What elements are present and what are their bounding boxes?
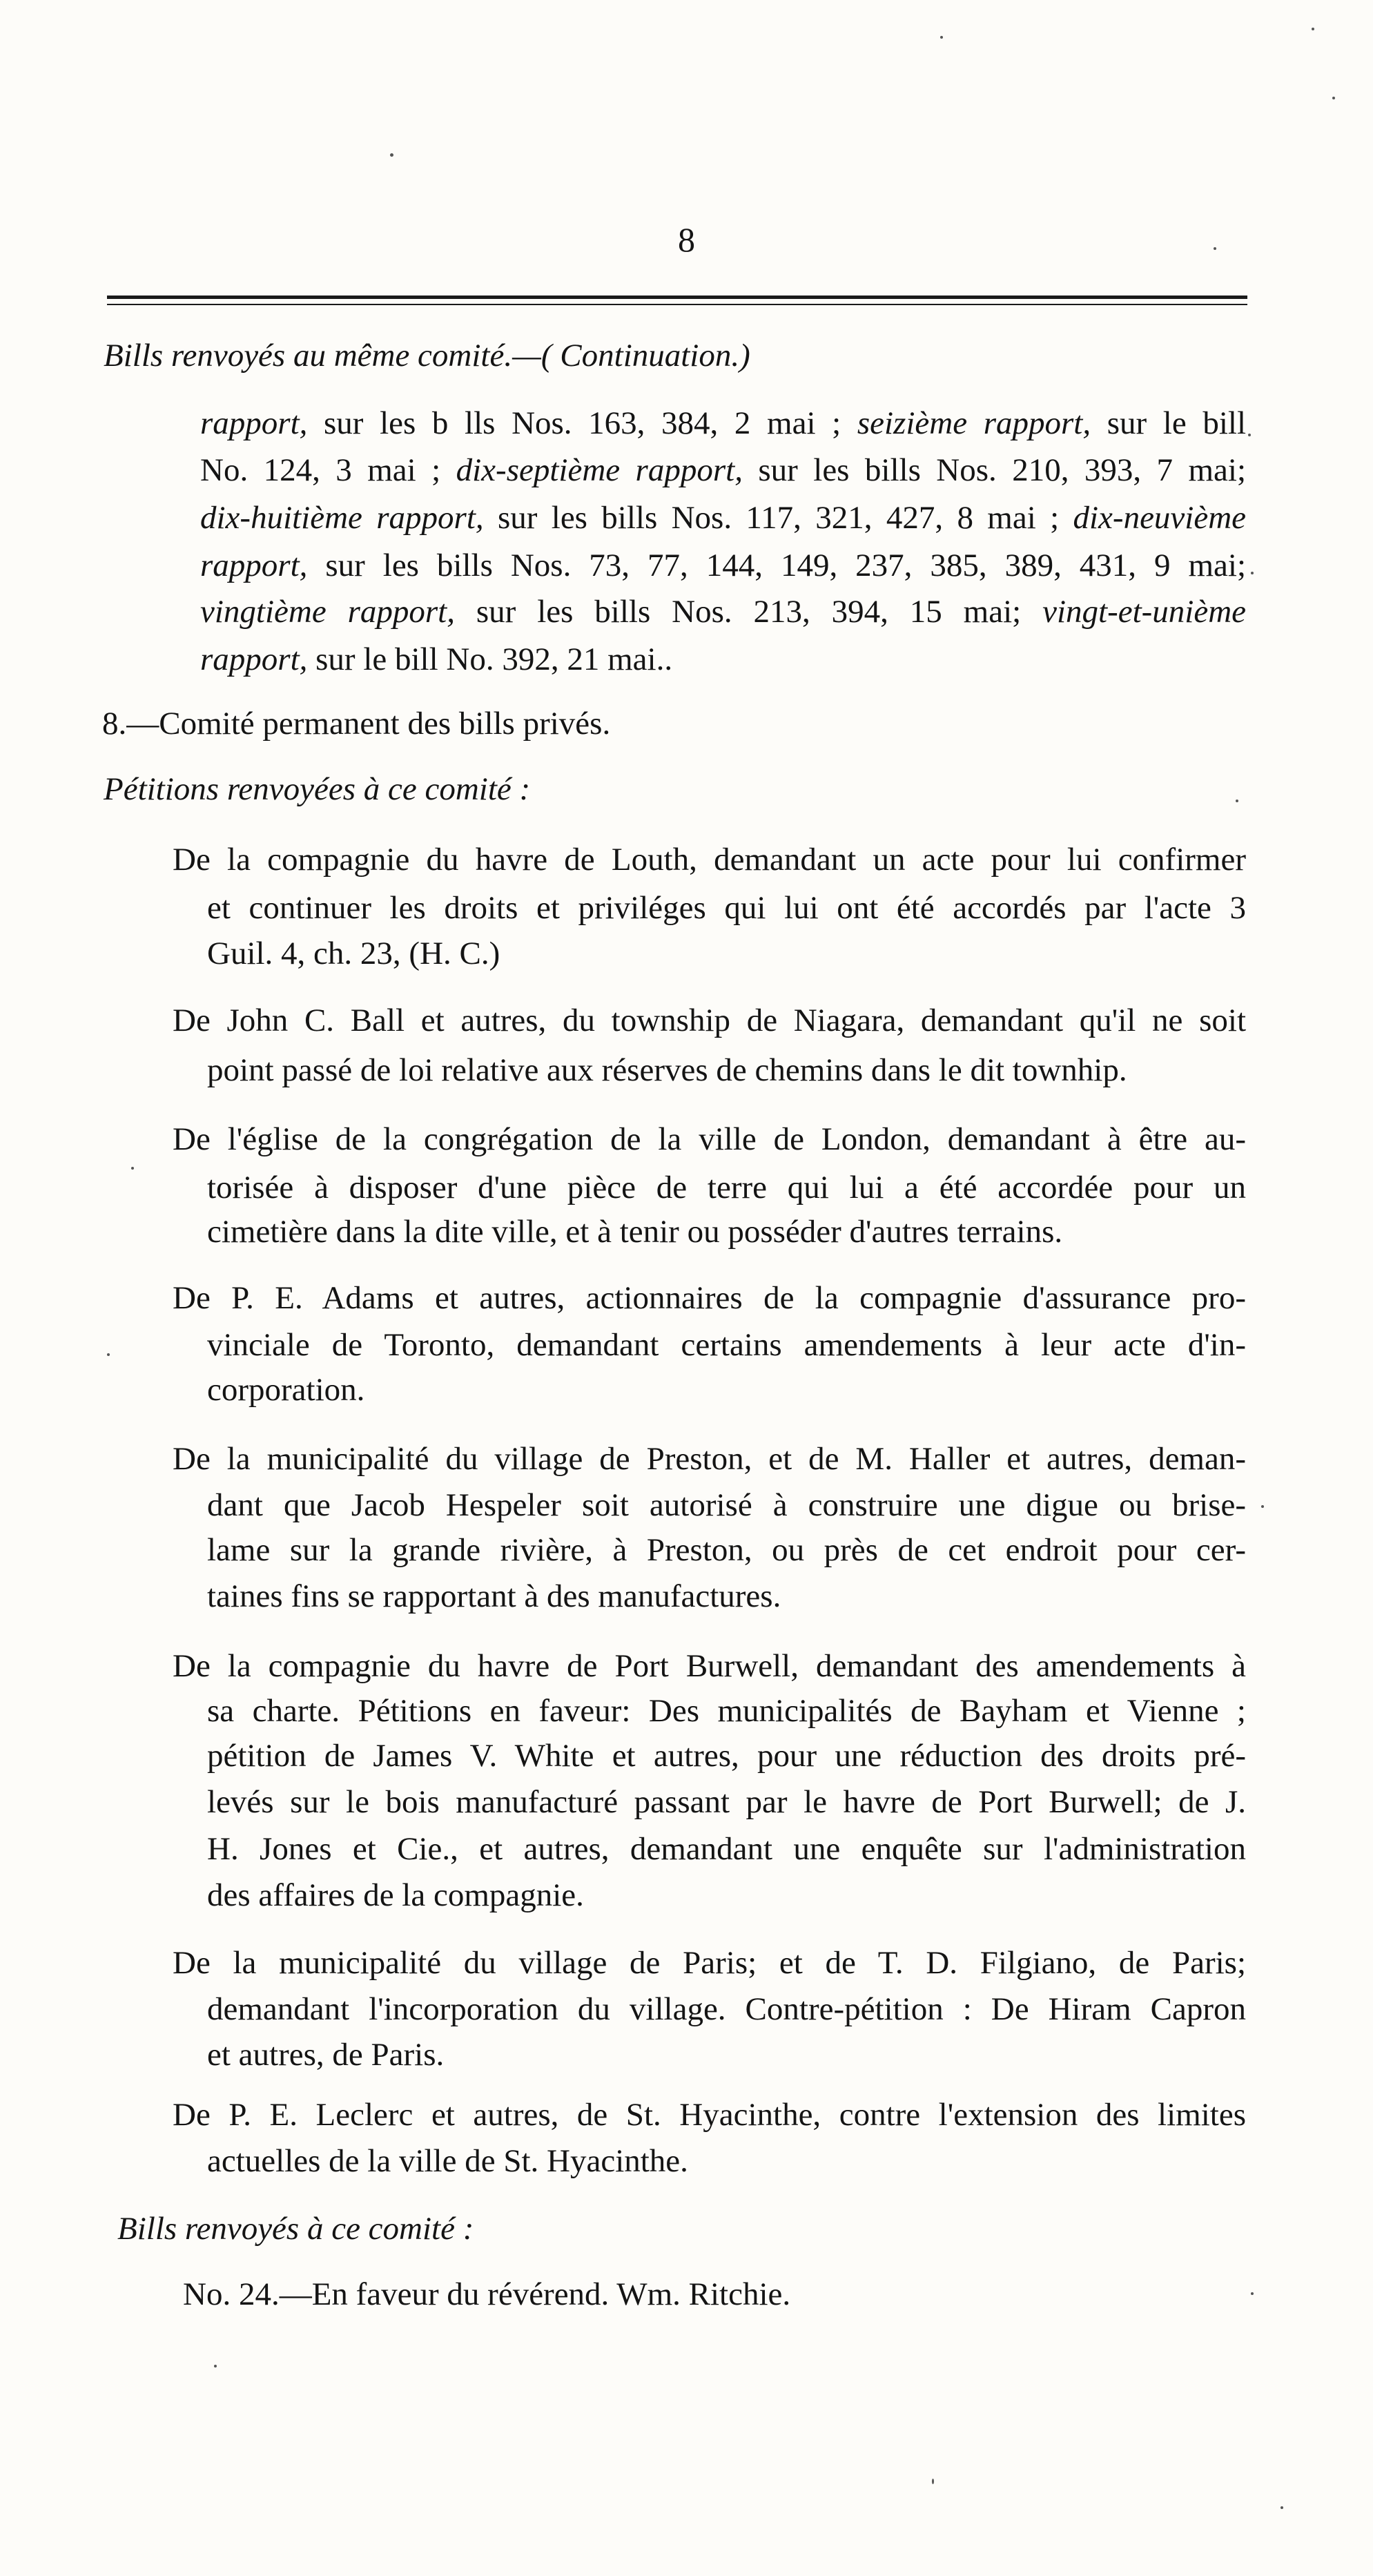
petition-1-line-2: et continuer les droits et priviléges qui lui ont été accordés par l'acte 3 — [207, 890, 1246, 926]
bills-heading: Bills renvoyés à ce comité : — [117, 2211, 474, 2247]
petition-5-line-1: De la municipalité du village de Preston, et de M. Haller et autres, deman- — [173, 1441, 1246, 1477]
top-rule-thick — [107, 296, 1247, 299]
petition-7-line-1: De la municipalité du village de Paris; et de T. D. Filgiano, de Paris; — [173, 1945, 1246, 1981]
petitions-heading: Pétitions renvoyées à ce comité : — [104, 771, 531, 807]
scan-speck — [131, 1167, 134, 1170]
scan-speck — [940, 36, 943, 39]
rapport-line-1: rapport, sur les b lls Nos. 163, 384, 2 mai ; seizième rapport, sur le bill — [200, 405, 1246, 441]
petition-6-line-2: sa charte. Pétitions en faveur: Des municipalités de Bayham et Vienne ; — [207, 1693, 1246, 1729]
petition-1-line-3: Guil. 4, ch. 23, (H. C.) — [207, 936, 500, 971]
petition-4-line-2: vinciale de Toronto, demandant certains amendements à leur acte d'in- — [207, 1327, 1246, 1363]
petition-3-line-1: De l'église de la congrégation de la ville de London, demandant à être au- — [173, 1121, 1246, 1157]
scan-speck — [932, 2479, 934, 2484]
bill-item-24: No. 24.—En faveur du révérend. Wm. Ritchie. — [183, 2276, 791, 2312]
petition-6-line-5: H. Jones et Cie., et autres, demandant une enquête sur l'administration — [207, 1831, 1246, 1867]
petition-3-line-3: cimetière dans la dite ville, et à tenir ou posséder d'autres terrains. — [207, 1214, 1063, 1250]
petition-4-line-3: corporation. — [207, 1372, 365, 1408]
section-heading-bills-same-committee — [104, 340, 750, 372]
petition-6-line-3: pétition de James V. White et autres, pour une réduction des droits pré- — [207, 1738, 1246, 1774]
petition-2-line-2: point passé de loi relative aux réserves de chemins dans le dit townhip. — [207, 1052, 1127, 1088]
scan-speck — [1251, 2292, 1254, 2295]
rapport-line-3: dix-huitième rapport, sur les bills Nos. 117, 321, 427, 8 mai ; dix-neuvième — [200, 500, 1247, 536]
petition-7-line-2: demandant l'incorporation du village. Contre-pétition : De Hiram Capron — [207, 1991, 1246, 2027]
petition-8-line-1: De P. E. Leclerc et autres, de St. Hyacinthe, contre l'extension des limites — [173, 2097, 1246, 2133]
petition-8-line-2: actuelles de la ville de St. Hyacinthe. — [207, 2143, 688, 2179]
committee-heading: 8.—Comité permanent des bills privés. — [102, 706, 611, 742]
scan-speck — [1236, 800, 1238, 802]
scan-speck — [107, 1353, 110, 1356]
petition-4-line-1: De P. E. Adams et autres, actionnaires de la compagnie d'assurance pro- — [173, 1280, 1246, 1316]
petition-5-line-4: taines fins se rapportant à des manufactures. — [207, 1578, 781, 1614]
top-rule-thin — [107, 304, 1247, 305]
rapport-line-5: vingtième rapport, sur les bills Nos. 213, 394, 15 mai; vingt-et-unième — [200, 594, 1247, 630]
section-heading-continuation: —( Continuation.) — [512, 338, 750, 374]
petition-3-line-2: torisée à disposer d'une pièce de terre qui lui a été accordée pour un — [207, 1170, 1246, 1205]
page-number: 8 — [678, 220, 695, 259]
rapport-line-4: rapport, sur les bills Nos. 73, 77, 144, 149, 237, 385, 389, 431, 9 mai; — [200, 548, 1246, 583]
petition-5-line-2: dant que Jacob Hespeler soit autorisé à construire une digue ou brise- — [207, 1487, 1246, 1523]
petition-6-line-4: levés sur le bois manufacturé passant par le havre de Port Burwell; de J. — [207, 1784, 1246, 1820]
scan-speck — [214, 2365, 217, 2367]
scan-speck — [1312, 28, 1314, 30]
petition-7-line-3: et autres, de Paris. — [207, 2037, 445, 2073]
petition-5-line-3: lame sur la grande rivière, à Preston, ou près de cet endroit pour cer- — [207, 1532, 1246, 1568]
section-heading-main: Bills renvoyés au même comité. — [104, 338, 513, 374]
scan-speck — [1281, 2506, 1283, 2509]
petition-6-line-6: des affaires de la compagnie. — [207, 1877, 584, 1913]
scan-speck — [1214, 247, 1216, 250]
scan-speck — [1261, 1505, 1264, 1508]
rapport-line-6: rapport, sur le bill No. 392, 21 mai.. — [200, 641, 673, 677]
petition-2-line-1: De John C. Ball et autres, du township de Niagara, demandant qu'il ne soit — [173, 1003, 1246, 1038]
rapport-line-2: No. 124, 3 mai ; dix-septième rapport, sur les bills Nos. 210, 393, 7 mai; — [200, 452, 1247, 488]
petition-1-line-1: De la compagnie du havre de Louth, demandant un acte pour lui confirmer — [173, 842, 1246, 878]
scan-speck — [1248, 434, 1251, 436]
scan-speck — [390, 153, 393, 157]
scan-speck — [1251, 572, 1254, 574]
petition-6-line-1: De la compagnie du havre de Port Burwell, demandant des amendements à — [173, 1648, 1246, 1684]
scan-speck — [1332, 97, 1335, 99]
